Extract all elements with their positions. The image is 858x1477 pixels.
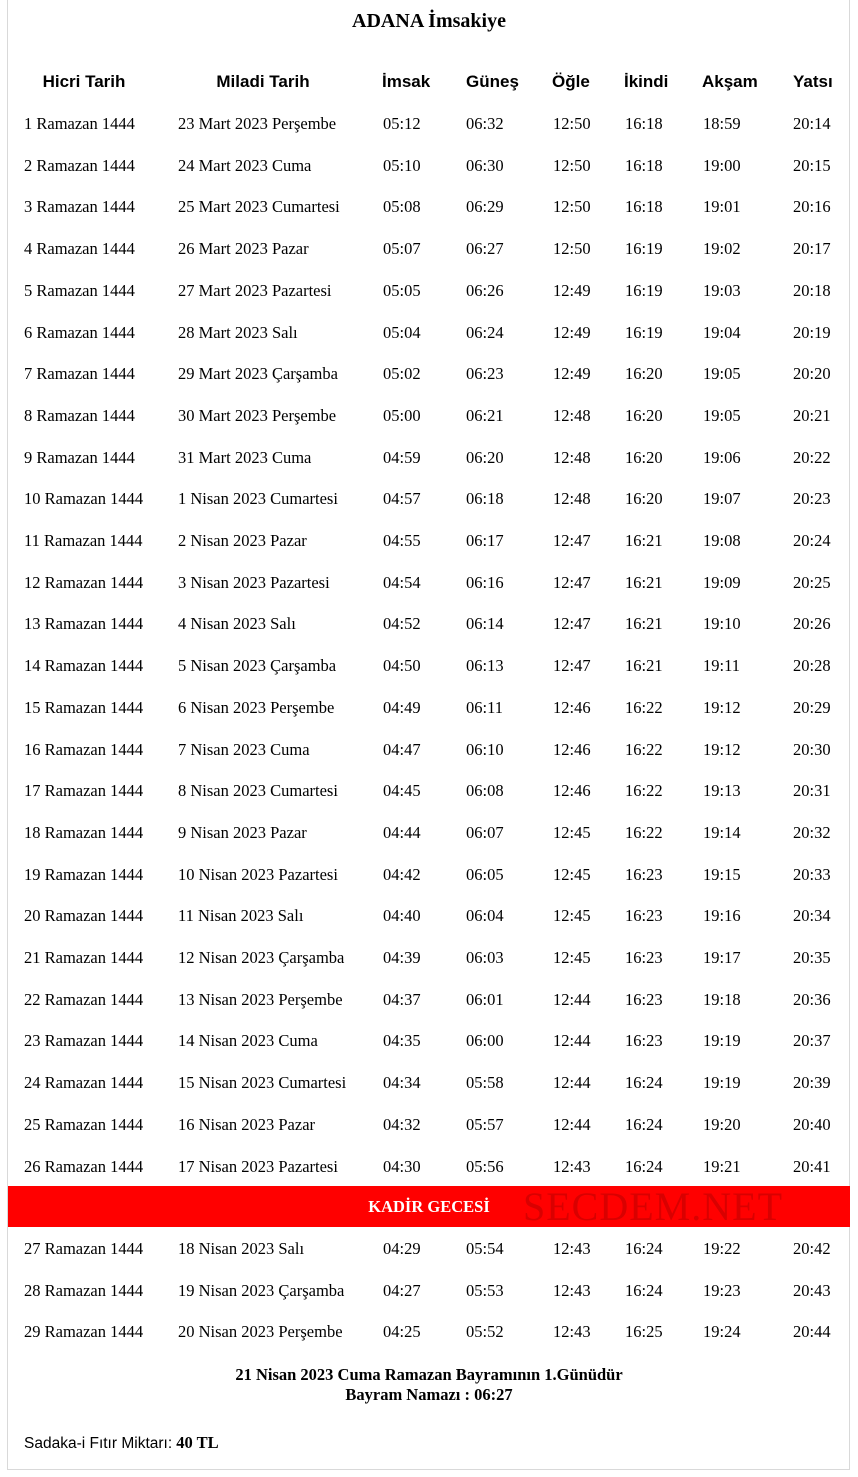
cell-ikindi: 16:19 <box>625 322 663 342</box>
cell-miladi: 3 Nisan 2023 Pazartesi <box>178 572 330 592</box>
cell-gunes: 05:54 <box>466 1239 504 1258</box>
kadir-gecesi-label: KADİR GECESİ <box>368 1197 490 1216</box>
cell-imsak: 04:30 <box>383 1156 421 1176</box>
cell-miladi: 18 Nisan 2023 Salı <box>178 1239 305 1258</box>
cell-ogle: 12:46 <box>553 697 591 717</box>
cell-ogle: 12:45 <box>553 864 591 884</box>
cell-ikindi: 16:20 <box>625 447 663 467</box>
cell-miladi: 27 Mart 2023 Pazartesi <box>178 280 332 300</box>
kadir-gecesi-banner <box>8 1186 850 1227</box>
cell-yatsi: 20:18 <box>793 280 831 300</box>
cell-yatsi: 20:20 <box>793 364 831 384</box>
cell-ikindi: 16:21 <box>625 614 663 634</box>
cell-ogle: 12:49 <box>553 364 591 384</box>
cell-hicri: 20 Ramazan 1444 <box>24 906 144 926</box>
cell-gunes: 06:10 <box>466 739 504 759</box>
table-row <box>0 901 858 931</box>
cell-ogle: 12:44 <box>553 1031 591 1051</box>
table-row <box>0 860 858 890</box>
cell-yatsi: 20:35 <box>793 948 831 967</box>
cell-ogle: 12:43 <box>553 1156 591 1176</box>
cell-ogle: 12:48 <box>553 405 591 425</box>
cell-yatsi: 20:22 <box>793 447 831 467</box>
cell-hicri: 25 Ramazan 1444 <box>24 1114 144 1134</box>
cell-yatsi: 20:25 <box>793 572 831 592</box>
table-row <box>0 1068 858 1098</box>
cell-ikindi: 16:18 <box>625 155 663 175</box>
cell-yatsi: 20:34 <box>793 906 831 926</box>
cell-aksam: 19:01 <box>703 197 741 217</box>
cell-miladi: 14 Nisan 2023 Cuma <box>178 1031 318 1051</box>
cell-gunes: 06:16 <box>466 572 504 592</box>
table-row <box>0 276 858 306</box>
cell-aksam: 19:08 <box>703 531 741 550</box>
table-row <box>0 109 858 139</box>
cell-gunes: 06:04 <box>466 906 504 926</box>
cell-ikindi: 16:22 <box>625 822 663 842</box>
page-title: ADANA İmsakiye <box>352 10 506 32</box>
cell-miladi: 19 Nisan 2023 Çarşamba <box>178 1280 345 1300</box>
table-row <box>0 443 858 473</box>
cell-hicri: 12 Ramazan 1444 <box>24 572 144 592</box>
cell-miladi: 16 Nisan 2023 Pazar <box>178 1114 316 1134</box>
cell-imsak: 05:00 <box>383 405 421 425</box>
cell-ikindi: 16:21 <box>625 572 663 592</box>
cell-imsak: 04:37 <box>383 989 421 1009</box>
cell-aksam: 19:17 <box>703 948 741 967</box>
cell-aksam: 19:05 <box>703 405 741 425</box>
cell-miladi: 25 Mart 2023 Cumartesi <box>178 197 340 217</box>
cell-ogle: 12:50 <box>553 155 591 175</box>
cell-ikindi: 16:24 <box>625 1114 663 1134</box>
cell-gunes: 06:14 <box>466 614 504 634</box>
cell-gunes: 05:53 <box>466 1280 504 1300</box>
cell-miladi: 9 Nisan 2023 Pazar <box>178 822 307 842</box>
cell-yatsi: 20:24 <box>793 531 831 550</box>
cell-ogle: 12:47 <box>553 572 591 592</box>
cell-ogle: 12:44 <box>553 989 591 1009</box>
cell-hicri: 4 Ramazan 1444 <box>24 239 135 259</box>
cell-hicri: 14 Ramazan 1444 <box>24 656 144 676</box>
cell-hicri: 22 Ramazan 1444 <box>24 989 144 1009</box>
cell-ogle: 12:49 <box>553 322 591 342</box>
cell-ikindi: 16:23 <box>625 948 663 967</box>
cell-yatsi: 20:39 <box>793 1073 831 1093</box>
table-row <box>0 1276 858 1306</box>
cell-miladi: 17 Nisan 2023 Pazartesi <box>178 1156 338 1176</box>
cell-miladi: 20 Nisan 2023 Perşembe <box>178 1322 343 1342</box>
cell-ikindi: 16:19 <box>625 280 663 300</box>
cell-aksam: 19:23 <box>703 1280 741 1300</box>
table-row <box>0 1110 858 1140</box>
header-hicri-tarih: Hicri Tarih <box>42 72 126 91</box>
table-row <box>0 359 858 389</box>
cell-aksam: 19:21 <box>703 1156 741 1176</box>
cell-hicri: 19 Ramazan 1444 <box>24 864 144 884</box>
cell-hicri: 16 Ramazan 1444 <box>24 739 144 759</box>
table-row <box>0 651 858 681</box>
cell-imsak: 04:44 <box>383 822 421 842</box>
header-miladi-tarih: Miladi Tarih <box>216 72 310 91</box>
cell-miladi: 7 Nisan 2023 Cuma <box>178 739 310 759</box>
table-row <box>0 985 858 1015</box>
cell-hicri: 2 Ramazan 1444 <box>24 155 135 175</box>
cell-ikindi: 16:21 <box>625 531 663 550</box>
table-row <box>0 401 858 431</box>
cell-imsak: 04:29 <box>383 1239 421 1258</box>
cell-ikindi: 16:25 <box>625 1322 663 1342</box>
cell-imsak: 05:10 <box>383 155 421 175</box>
cell-gunes: 06:07 <box>466 822 504 842</box>
cell-hicri: 26 Ramazan 1444 <box>24 1156 144 1176</box>
cell-gunes: 06:26 <box>466 280 504 300</box>
cell-imsak: 04:25 <box>383 1322 421 1342</box>
header-imsak: İmsak <box>382 72 431 91</box>
cell-aksam: 18:59 <box>703 114 741 133</box>
fitr-label: Sadaka-i Fıtır Miktarı: <box>24 1435 173 1452</box>
cell-imsak: 04:40 <box>383 906 421 926</box>
cell-yatsi: 20:16 <box>793 197 831 217</box>
cell-aksam: 19:19 <box>703 1073 741 1093</box>
table-row <box>0 776 858 806</box>
table-row <box>0 943 858 973</box>
cell-gunes: 06:24 <box>466 322 504 342</box>
cell-ikindi: 16:20 <box>625 489 663 509</box>
cell-gunes: 06:23 <box>466 364 504 384</box>
cell-yatsi: 20:40 <box>793 1114 831 1134</box>
cell-gunes: 06:11 <box>466 697 503 717</box>
cell-miladi: 29 Mart 2023 Çarşamba <box>178 364 338 384</box>
cell-hicri: 29 Ramazan 1444 <box>24 1322 144 1342</box>
cell-miladi: 6 Nisan 2023 Perşembe <box>178 697 335 717</box>
cell-aksam: 19:16 <box>703 906 741 926</box>
cell-yatsi: 20:31 <box>793 781 831 801</box>
cell-hicri: 7 Ramazan 1444 <box>24 364 135 384</box>
cell-miladi: 31 Mart 2023 Cuma <box>178 447 312 467</box>
cell-ogle: 12:44 <box>553 1114 591 1134</box>
cell-gunes: 06:08 <box>466 781 504 801</box>
cell-ogle: 12:50 <box>553 114 591 133</box>
cell-imsak: 04:52 <box>383 614 421 634</box>
cell-ogle: 12:44 <box>553 1073 591 1093</box>
cell-ogle: 12:47 <box>553 614 591 634</box>
cell-aksam: 19:04 <box>703 322 741 342</box>
cell-yatsi: 20:30 <box>793 739 831 759</box>
cell-hicri: 18 Ramazan 1444 <box>24 822 144 842</box>
cell-ogle: 12:45 <box>553 948 591 967</box>
cell-gunes: 06:01 <box>466 989 504 1009</box>
cell-ikindi: 16:24 <box>625 1280 663 1300</box>
cell-aksam: 19:13 <box>703 781 741 801</box>
cell-imsak: 04:50 <box>383 656 421 676</box>
cell-gunes: 05:58 <box>466 1073 504 1093</box>
cell-yatsi: 20:32 <box>793 822 831 842</box>
cell-gunes: 06:18 <box>466 489 504 509</box>
cell-hicri: 8 Ramazan 1444 <box>24 405 135 425</box>
cell-aksam: 19:11 <box>703 656 740 676</box>
header-ikindi: İkindi <box>624 72 669 91</box>
cell-hicri: 10 Ramazan 1444 <box>24 489 144 509</box>
cell-aksam: 19:05 <box>703 364 741 384</box>
cell-ogle: 12:43 <box>553 1322 591 1342</box>
table-row <box>0 318 858 348</box>
cell-aksam: 19:15 <box>703 864 741 884</box>
cell-ogle: 12:49 <box>553 280 591 300</box>
cell-hicri: 27 Ramazan 1444 <box>24 1239 144 1258</box>
cell-aksam: 19:03 <box>703 280 741 300</box>
table-row <box>0 1026 858 1056</box>
cell-aksam: 19:19 <box>703 1031 741 1051</box>
cell-hicri: 9 Ramazan 1444 <box>24 447 135 467</box>
cell-yatsi: 20:14 <box>793 114 831 133</box>
cell-hicri: 3 Ramazan 1444 <box>24 197 135 217</box>
cell-gunes: 05:56 <box>466 1156 504 1176</box>
cell-imsak: 04:35 <box>383 1031 421 1051</box>
cell-aksam: 19:10 <box>703 614 741 634</box>
table-row <box>0 735 858 765</box>
table-row <box>0 484 858 514</box>
cell-yatsi: 20:33 <box>793 864 831 884</box>
cell-ogle: 12:46 <box>553 781 591 801</box>
cell-miladi: 30 Mart 2023 Perşembe <box>178 405 337 425</box>
cell-aksam: 19:18 <box>703 989 741 1009</box>
cell-gunes: 06:32 <box>466 114 504 133</box>
cell-hicri: 6 Ramazan 1444 <box>24 322 135 342</box>
cell-hicri: 13 Ramazan 1444 <box>24 614 144 634</box>
cell-miladi: 1 Nisan 2023 Cumartesi <box>178 489 338 509</box>
cell-miladi: 12 Nisan 2023 Çarşamba <box>178 948 345 967</box>
cell-ogle: 12:45 <box>553 906 591 926</box>
cell-imsak: 04:34 <box>383 1073 421 1093</box>
cell-aksam: 19:12 <box>703 739 741 759</box>
table-row <box>0 609 858 639</box>
table-row <box>0 1317 858 1347</box>
cell-hicri: 15 Ramazan 1444 <box>24 697 144 717</box>
cell-ikindi: 16:23 <box>625 864 663 884</box>
cell-miladi: 8 Nisan 2023 Cumartesi <box>178 781 338 801</box>
cell-gunes: 06:05 <box>466 864 504 884</box>
cell-ikindi: 16:23 <box>625 1031 663 1051</box>
cell-gunes: 06:20 <box>466 447 504 467</box>
cell-ogle: 12:48 <box>553 447 591 467</box>
cell-yatsi: 20:29 <box>793 697 831 717</box>
cell-miladi: 2 Nisan 2023 Pazar <box>178 531 307 550</box>
cell-ikindi: 16:24 <box>625 1156 663 1176</box>
cell-yatsi: 20:36 <box>793 989 831 1009</box>
header-aksam: Akşam <box>702 72 758 91</box>
cell-imsak: 05:07 <box>383 239 421 259</box>
cell-ikindi: 16:22 <box>625 697 663 717</box>
cell-ogle: 12:50 <box>553 197 591 217</box>
cell-imsak: 04:54 <box>383 572 421 592</box>
cell-aksam: 19:12 <box>703 697 741 717</box>
cell-miladi: 4 Nisan 2023 Salı <box>178 614 296 634</box>
cell-aksam: 19:07 <box>703 489 741 509</box>
cell-hicri: 5 Ramazan 1444 <box>24 280 135 300</box>
cell-gunes: 06:29 <box>466 197 504 217</box>
cell-miladi: 15 Nisan 2023 Cumartesi <box>178 1073 347 1093</box>
cell-hicri: 17 Ramazan 1444 <box>24 781 144 801</box>
cell-yatsi: 20:43 <box>793 1280 831 1300</box>
cell-imsak: 04:55 <box>383 531 421 550</box>
cell-ogle: 12:43 <box>553 1280 591 1300</box>
cell-aksam: 19:09 <box>703 572 741 592</box>
cell-ogle: 12:47 <box>553 531 591 550</box>
cell-ikindi: 16:22 <box>625 739 663 759</box>
header-ogle: Öğle <box>552 72 590 91</box>
cell-imsak: 04:27 <box>383 1280 421 1300</box>
cell-imsak: 05:12 <box>383 114 421 133</box>
table-row <box>0 1234 858 1264</box>
cell-ikindi: 16:23 <box>625 906 663 926</box>
cell-miladi: 26 Mart 2023 Pazar <box>178 239 309 259</box>
cell-miladi: 10 Nisan 2023 Pazartesi <box>178 864 338 884</box>
cell-ikindi: 16:24 <box>625 1239 663 1258</box>
table-row <box>0 818 858 848</box>
cell-yatsi: 20:42 <box>793 1239 831 1258</box>
cell-imsak: 04:39 <box>383 948 421 967</box>
fitr-value: 40 TL <box>176 1433 219 1452</box>
cell-hicri: 23 Ramazan 1444 <box>24 1031 144 1051</box>
table-row <box>0 693 858 723</box>
table-row <box>0 1152 858 1182</box>
cell-gunes: 06:30 <box>466 155 504 175</box>
cell-gunes: 06:21 <box>466 405 504 425</box>
table-row <box>0 151 858 181</box>
cell-hicri: 11 Ramazan 1444 <box>24 531 143 550</box>
cell-imsak: 04:47 <box>383 739 421 759</box>
cell-yatsi: 20:23 <box>793 489 831 509</box>
cell-ikindi: 16:23 <box>625 989 663 1009</box>
cell-yatsi: 20:44 <box>793 1322 831 1342</box>
cell-aksam: 19:24 <box>703 1322 741 1342</box>
cell-imsak: 05:04 <box>383 322 421 342</box>
cell-gunes: 06:17 <box>466 531 504 550</box>
bayram-namazi-time: Bayram Namazı : 06:27 <box>345 1385 513 1404</box>
cell-yatsi: 20:28 <box>793 656 831 676</box>
cell-imsak: 04:49 <box>383 697 421 717</box>
fitr-amount <box>24 1432 219 1455</box>
cell-hicri: 24 Ramazan 1444 <box>24 1073 144 1093</box>
cell-hicri: 21 Ramazan 1444 <box>24 948 144 967</box>
cell-yatsi: 20:37 <box>793 1031 831 1051</box>
cell-gunes: 06:27 <box>466 239 504 259</box>
cell-imsak: 05:08 <box>383 197 421 217</box>
table-row <box>0 526 858 556</box>
cell-gunes: 05:52 <box>466 1322 504 1342</box>
table-row <box>0 234 858 264</box>
cell-imsak: 04:42 <box>383 864 421 884</box>
cell-ikindi: 16:20 <box>625 364 663 384</box>
cell-yatsi: 20:15 <box>793 155 831 175</box>
cell-yatsi: 20:17 <box>793 239 831 259</box>
cell-imsak: 05:02 <box>383 364 421 384</box>
cell-aksam: 19:14 <box>703 822 741 842</box>
cell-hicri: 28 Ramazan 1444 <box>24 1280 144 1300</box>
cell-aksam: 19:06 <box>703 447 741 467</box>
cell-imsak: 05:05 <box>383 280 421 300</box>
cell-imsak: 04:59 <box>383 447 421 467</box>
cell-ikindi: 16:24 <box>625 1073 663 1093</box>
table-header <box>0 68 858 96</box>
cell-gunes: 06:00 <box>466 1031 504 1051</box>
cell-gunes: 05:57 <box>466 1114 504 1134</box>
cell-ogle: 12:46 <box>553 739 591 759</box>
cell-ogle: 12:47 <box>553 656 591 676</box>
cell-miladi: 11 Nisan 2023 Salı <box>178 906 304 926</box>
cell-yatsi: 20:19 <box>793 322 831 342</box>
cell-ikindi: 16:19 <box>625 239 663 259</box>
cell-gunes: 06:03 <box>466 948 504 967</box>
cell-ogle: 12:48 <box>553 489 591 509</box>
cell-yatsi: 20:21 <box>793 405 831 425</box>
cell-aksam: 19:22 <box>703 1239 741 1258</box>
cell-yatsi: 20:41 <box>793 1156 831 1176</box>
bayram-note: 21 Nisan 2023 Cuma Ramazan Bayramının 1.Günüdür <box>235 1365 623 1384</box>
cell-ikindi: 16:21 <box>625 656 663 676</box>
cell-hicri: 1 Ramazan 1444 <box>24 114 135 133</box>
cell-aksam: 19:00 <box>703 155 741 175</box>
cell-miladi: 13 Nisan 2023 Perşembe <box>178 989 343 1009</box>
cell-miladi: 5 Nisan 2023 Çarşamba <box>178 656 337 676</box>
watermark: SECDEM.NET <box>523 1186 783 1227</box>
cell-imsak: 04:45 <box>383 781 421 801</box>
table-row <box>0 568 858 598</box>
cell-imsak: 04:32 <box>383 1114 421 1134</box>
cell-aksam: 19:20 <box>703 1114 741 1134</box>
table-row <box>0 192 858 222</box>
header-gunes: Güneş <box>466 72 519 91</box>
cell-ikindi: 16:18 <box>625 114 663 133</box>
cell-ikindi: 16:20 <box>625 405 663 425</box>
cell-ogle: 12:50 <box>553 239 591 259</box>
cell-miladi: 23 Mart 2023 Perşembe <box>178 114 337 133</box>
header-yatsi: Yatsı <box>793 72 833 91</box>
cell-gunes: 06:13 <box>466 656 504 676</box>
cell-imsak: 04:57 <box>383 489 421 509</box>
cell-ikindi: 16:18 <box>625 197 663 217</box>
cell-miladi: 24 Mart 2023 Cuma <box>178 155 312 175</box>
cell-ogle: 12:43 <box>553 1239 591 1258</box>
cell-aksam: 19:02 <box>703 239 741 259</box>
cell-yatsi: 20:26 <box>793 614 831 634</box>
cell-ogle: 12:45 <box>553 822 591 842</box>
cell-miladi: 28 Mart 2023 Salı <box>178 322 298 342</box>
cell-ikindi: 16:22 <box>625 781 663 801</box>
